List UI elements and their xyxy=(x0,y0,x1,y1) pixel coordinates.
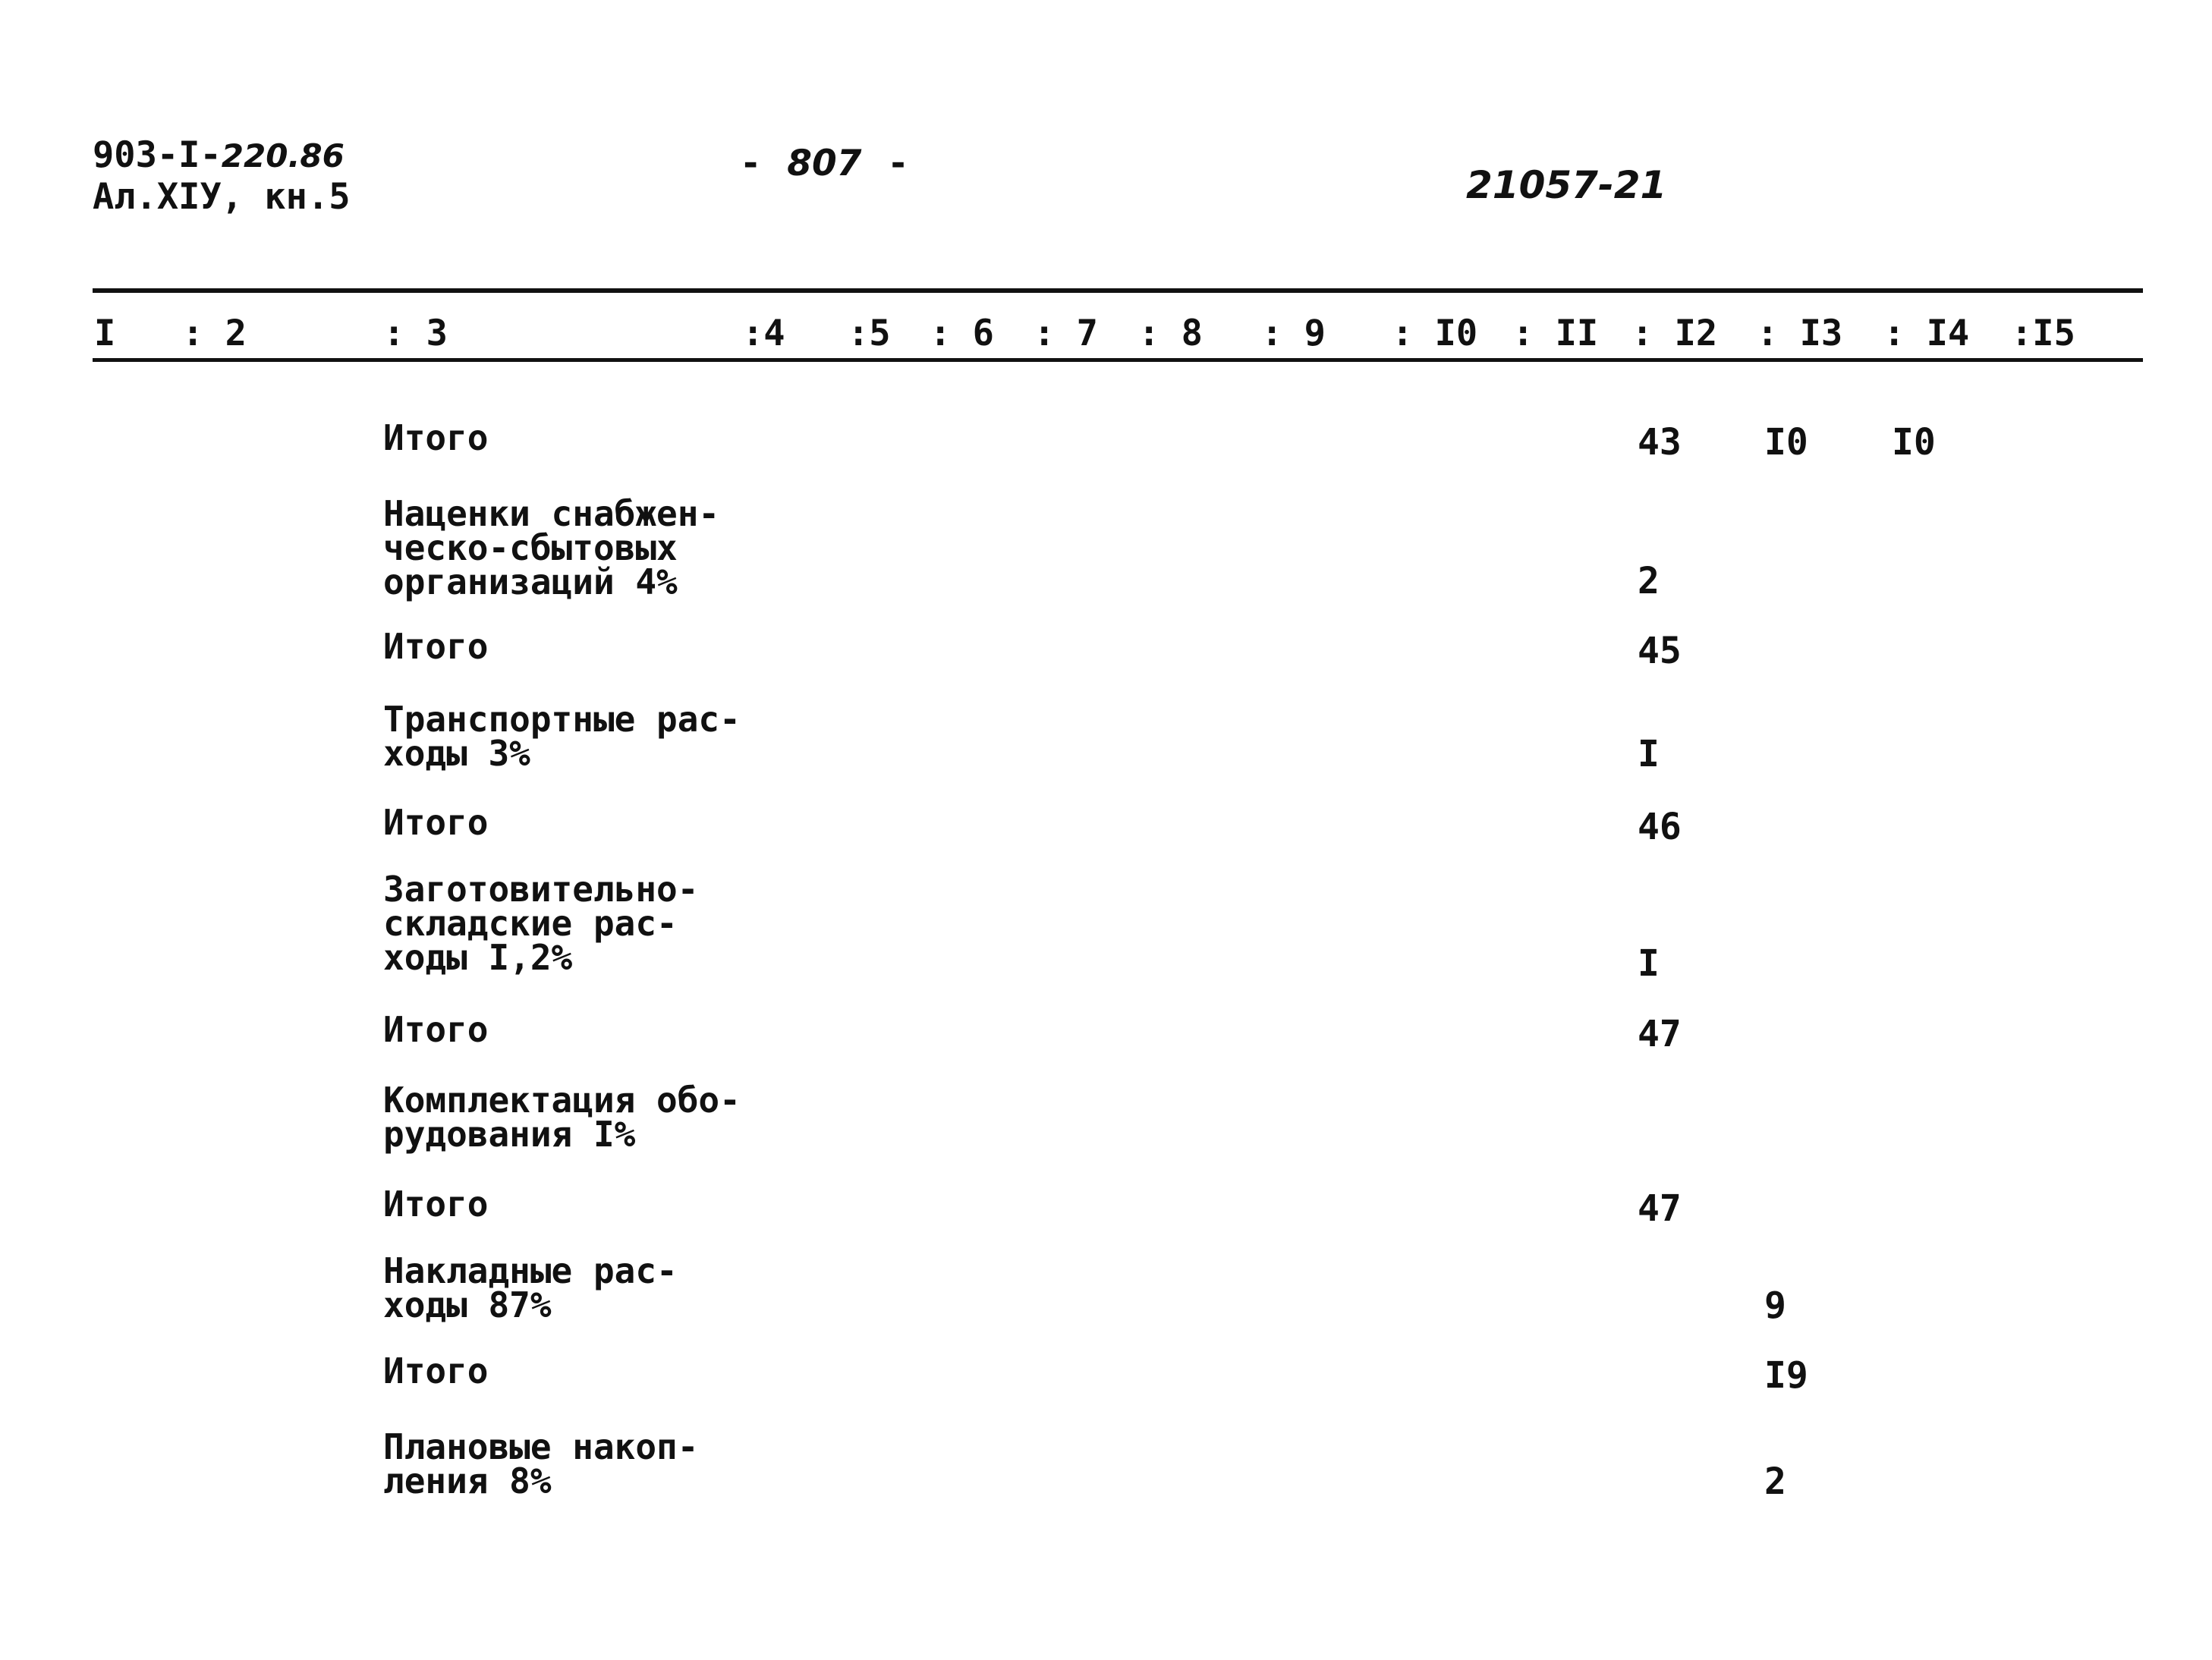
row-label: Транспортные рас- ходы 3% xyxy=(383,699,741,774)
column-number-15: :I5 xyxy=(2011,313,2075,354)
table-header-rule xyxy=(93,358,2143,362)
column-number-6: : 6 xyxy=(930,313,994,354)
table-top-rule xyxy=(93,288,2143,293)
cell-col-12: 43 xyxy=(1638,421,1682,464)
cell-col-12: 47 xyxy=(1638,1013,1682,1055)
row-label: Итого xyxy=(383,1350,489,1391)
column-number-2: : 2 xyxy=(182,313,247,354)
row-label: Наценки снабжен- ческо-сбытовых организаций 4% xyxy=(383,493,720,602)
document-code-block xyxy=(93,135,351,218)
column-number-1: I xyxy=(94,313,116,354)
row-label: Итого xyxy=(383,1009,489,1050)
doc-number: 21057-21 xyxy=(1466,163,1667,207)
column-number-10: : I0 xyxy=(1392,313,1478,354)
code-prefix: 903-I- xyxy=(93,134,222,176)
column-number-14: : I4 xyxy=(1883,313,1970,354)
column-number-5: :5 xyxy=(848,313,891,354)
column-number-7: : 7 xyxy=(1034,313,1098,354)
column-number-8: : 8 xyxy=(1138,313,1203,354)
row-label: Накладные рас- ходы 87% xyxy=(383,1250,678,1325)
cell-col-13: 2 xyxy=(1764,1460,1786,1503)
column-number-11: : II xyxy=(1512,313,1599,354)
page-number: 807 xyxy=(787,143,862,184)
column-number-12: : I2 xyxy=(1631,313,1718,354)
row-label: Итого xyxy=(383,802,489,843)
row-label: Итого xyxy=(383,1184,489,1225)
cell-col-12: 46 xyxy=(1638,806,1682,848)
page-number-block xyxy=(740,143,909,184)
cell-col-12: 47 xyxy=(1638,1187,1682,1230)
column-number-9: : 9 xyxy=(1261,313,1326,354)
cell-col-12: 2 xyxy=(1638,560,1660,602)
row-label: Заготовительно- складские рас- ходы I,2% xyxy=(383,869,699,978)
cell-col-12: I xyxy=(1638,942,1660,985)
cell-col-12: 45 xyxy=(1638,630,1682,672)
page-dash-right: - xyxy=(887,143,909,184)
cell-col-13: 9 xyxy=(1764,1284,1786,1327)
column-number-4: :4 xyxy=(742,313,785,354)
row-label: Комплектация обо- рудования I% xyxy=(383,1080,741,1155)
cell-col-14: I0 xyxy=(1892,421,1936,464)
page-dash-left: - xyxy=(740,143,762,184)
cell-col-12: I xyxy=(1638,733,1660,775)
row-label: Плановые накоп- ления 8% xyxy=(383,1426,699,1501)
album-reference: Ал.XIУ, кн.5 xyxy=(93,176,351,218)
row-label: Итого xyxy=(383,417,489,458)
column-number-13: : I3 xyxy=(1757,313,1843,354)
cell-col-13: I0 xyxy=(1764,421,1808,464)
cell-col-13: I9 xyxy=(1764,1354,1808,1397)
code-handwritten: 220.86 xyxy=(221,137,345,174)
document-code xyxy=(93,135,351,177)
column-number-3: : 3 xyxy=(383,313,448,354)
row-label: Итого xyxy=(383,626,489,667)
